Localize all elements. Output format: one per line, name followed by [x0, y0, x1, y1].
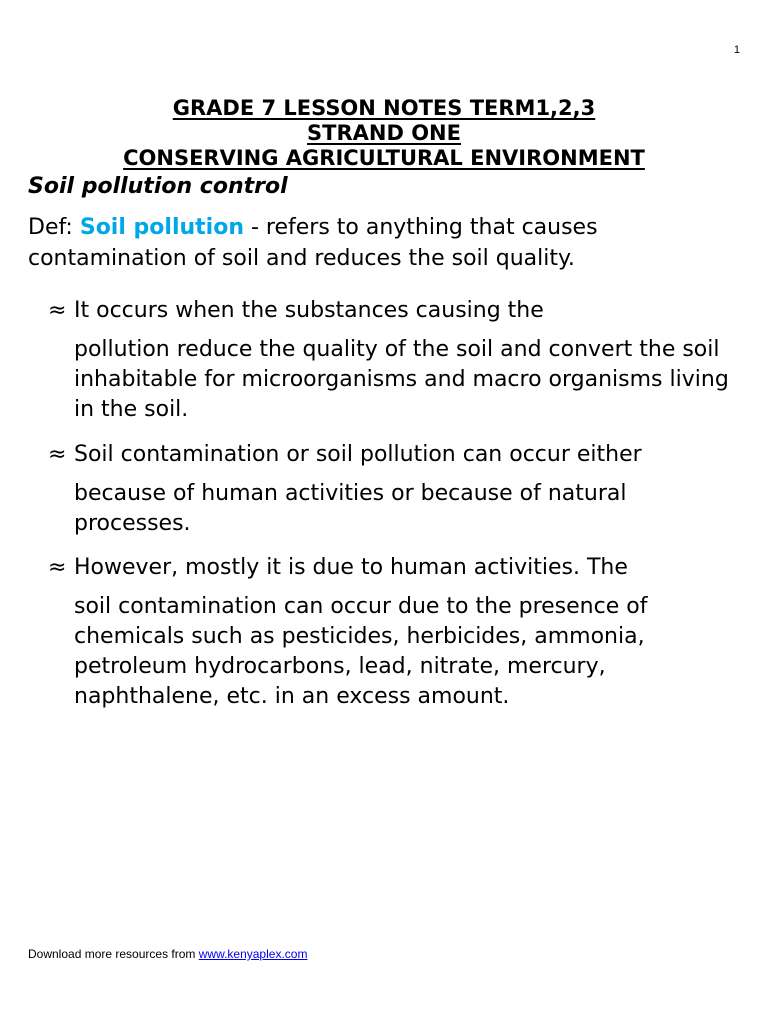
- definition-paragraph: [28, 212, 748, 274]
- bullet-first-line: Soil contamination or soil pollution can occur either: [74, 442, 642, 467]
- bullet-item: [48, 553, 748, 712]
- header-strand-line: STRAND ONE: [307, 121, 461, 145]
- bullet-item: [48, 440, 748, 539]
- bullet-continuation: soil contamination can occur due to the presence of chemicals such as pesticides, herbicides, ammonia, petroleum hydrocarbons, lead, nitrate, mercury, naphthalene, etc. in an excess amount.: [74, 594, 648, 709]
- definition-text: - refers to anything that causes contamination of soil and reduces the soil quality.: [28, 215, 598, 271]
- document-header: [0, 96, 768, 171]
- bullet-text: [48, 440, 748, 539]
- approx-bullet-icon: ≈: [48, 442, 67, 467]
- bullet-text: [48, 553, 748, 712]
- definition-term: Soil pollution: [79, 215, 244, 240]
- definition-prefix: Def:: [28, 215, 80, 240]
- approx-bullet-icon: ≈: [48, 298, 67, 323]
- header-title-line: GRADE 7 LESSON NOTES TERM1,2,3: [172, 96, 596, 120]
- header-topic-line: CONSERVING AGRICULTURAL ENVIRONMENT: [123, 146, 645, 170]
- bullet-item: [48, 296, 748, 425]
- footer-link[interactable]: www.kenyaplex.com: [198, 947, 308, 961]
- footer-text: Download more resources from: [28, 947, 199, 961]
- bullet-text: [48, 296, 748, 425]
- bullet-first-line: It occurs when the substances causing the: [74, 298, 544, 323]
- approx-bullet-icon: ≈: [48, 555, 67, 580]
- bullet-first-line: However, mostly it is due to human activities. The: [74, 555, 628, 580]
- section-subtitle: Soil pollution control: [28, 174, 288, 199]
- page-footer: [28, 947, 307, 961]
- bullet-continuation: because of human activities or because of natural processes.: [74, 481, 627, 536]
- bullet-continuation: pollution reduce the quality of the soil and convert the soil inhabitable for microorganisms and macro organisms living in the soil.: [74, 337, 729, 422]
- page-number: 1: [733, 44, 740, 56]
